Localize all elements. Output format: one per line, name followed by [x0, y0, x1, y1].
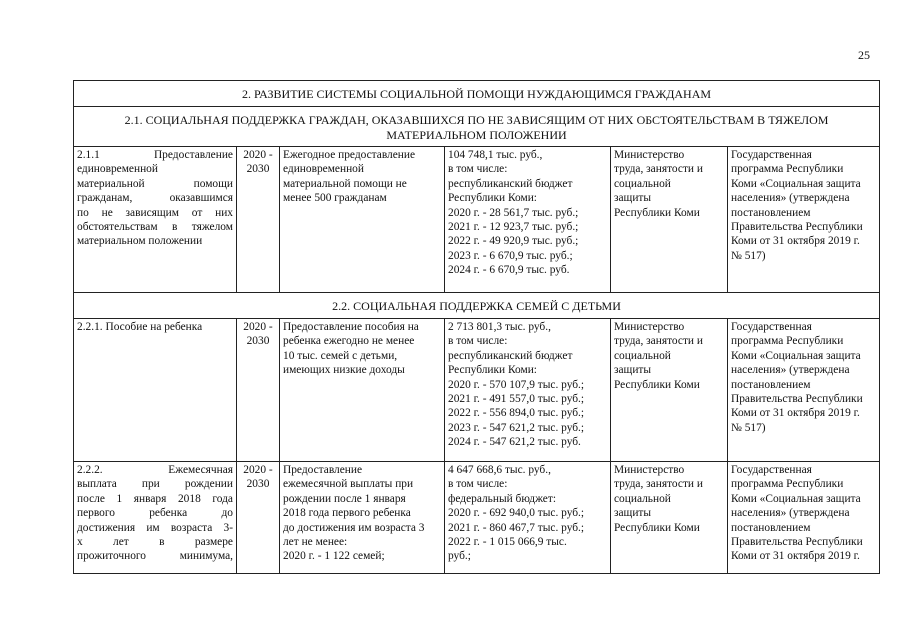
funding-line: республиканский бюджет	[448, 177, 573, 190]
program-line: населения» (утверждена	[731, 192, 850, 205]
result-line: лет не менее:	[283, 536, 348, 549]
section-title: 2. РАЗВИТИЕ СИСТЕМЫ СОЦИАЛЬНОЙ ПОМОЩИ НУЖДАЮЩИМСЯ ГРАЖДАНАМ	[74, 81, 880, 107]
executor-line: социальной	[614, 492, 671, 505]
program-line: Правительства Республики	[731, 221, 863, 234]
program-line: Правительства Республики	[731, 536, 863, 549]
program-measures-table	[73, 80, 880, 574]
measure-name-line: 2.2.1. Пособие на ребенка	[77, 321, 203, 333]
program-line: постановлением	[731, 206, 811, 219]
page-number: 25	[858, 48, 870, 62]
funding-line: 4 647 668,6 тыс. руб.,	[448, 464, 551, 476]
funding-line: 2023 г. - 547 621,2 тыс. руб.;	[448, 421, 585, 434]
program-line: Коми от 31 октября 2019 г.	[731, 407, 860, 420]
funding-line: 2 713 801,3 тыс. руб.,	[448, 321, 551, 333]
funding-line: 2020 г. - 28 561,7 тыс. руб.;	[448, 206, 579, 219]
result-line: имеющих низкие доходы	[283, 364, 405, 377]
measure-name-line: обстоятельствам в тяжелом	[77, 221, 233, 234]
result-line: Предоставление пособия на	[283, 321, 419, 333]
executor-line: Республики Коми	[614, 378, 700, 391]
executor-cell	[611, 147, 728, 293]
funding-line: 2022 г. - 1 015 066,9 тыс.	[448, 536, 567, 549]
funding-line: Республики Коми:	[448, 364, 537, 377]
executor-line: труда, занятости и	[614, 478, 703, 491]
result-line: материальной помощи не	[283, 177, 407, 190]
term-line: 2030	[246, 478, 270, 491]
executor-line: Республики Коми	[614, 206, 700, 219]
executor-cell	[611, 462, 728, 574]
funding-line: в том числе:	[448, 163, 508, 176]
funding-line: руб.;	[448, 550, 471, 563]
result-cell	[280, 462, 445, 574]
program-line: Государственная	[731, 464, 812, 476]
term-line: 2020 -	[243, 464, 273, 476]
program-line: Коми от 31 октября 2019 г.	[731, 235, 860, 248]
term-line: 2030	[246, 163, 270, 176]
measure-name-line: единовременной	[77, 163, 158, 176]
measure-name-line: 2.1.1 Предоставление	[77, 149, 233, 161]
measure-name-cell	[74, 319, 237, 462]
measure-name-line: выплата при рождении	[77, 478, 233, 491]
result-line: рождении после 1 января	[283, 492, 406, 505]
executor-line: Министерство	[614, 321, 685, 333]
table-row	[74, 147, 880, 293]
measure-name-cell	[74, 462, 237, 574]
funding-line: 2023 г. - 6 670,9 тыс. руб.;	[448, 249, 573, 262]
measure-name-line: х лет в размере	[77, 536, 233, 549]
executor-line: труда, занятости и	[614, 163, 703, 176]
funding-line: федеральный бюджет:	[448, 492, 556, 505]
measure-name-line: по не зависящим от них	[77, 206, 233, 219]
term-line: 2020 -	[243, 321, 273, 333]
result-line: 2020 г. - 1 122 семей;	[283, 550, 385, 563]
result-cell	[280, 319, 445, 462]
program-cell	[728, 147, 880, 293]
funding-line: 2020 г. - 692 940,0 тыс. руб.;	[448, 507, 585, 520]
funding-line: 2020 г. - 570 107,9 тыс. руб.;	[448, 378, 585, 391]
funding-line: Республики Коми:	[448, 192, 537, 205]
measure-name-line: после 1 января 2018 года	[77, 492, 233, 505]
funding-cell	[445, 462, 611, 574]
measure-name-line: гражданам, оказавшимся	[77, 192, 233, 205]
funding-line: 2021 г. - 491 557,0 тыс. руб.;	[448, 393, 585, 406]
measure-name-line: 2.2.2. Ежемесячная	[77, 464, 233, 476]
executor-line: труда, занятости и	[614, 335, 703, 348]
program-line: № 517)	[731, 421, 766, 434]
executor-line: защиты	[614, 192, 652, 205]
term-cell	[237, 319, 280, 462]
executor-line: социальной	[614, 349, 671, 362]
program-line: Государственная	[731, 321, 812, 333]
measure-name-line: достижения им возраста 3-	[77, 521, 233, 534]
program-line: постановлением	[731, 521, 811, 534]
term-cell	[237, 462, 280, 574]
table-row	[74, 462, 880, 574]
program-line: населения» (утверждена	[731, 364, 850, 377]
funding-line: 2024 г. - 547 621,2 тыс. руб.	[448, 436, 581, 449]
subsection-row	[74, 293, 880, 319]
program-line: программа Республики	[731, 478, 844, 491]
executor-line: Министерство	[614, 149, 685, 161]
funding-line: 2021 г. - 860 467,7 тыс. руб.;	[448, 521, 585, 534]
program-line: Коми «Социальная защита	[731, 349, 861, 362]
program-line: населения» (утверждена	[731, 507, 850, 520]
subsection-title: 2.1. СОЦИАЛЬНАЯ ПОДДЕРЖКА ГРАЖДАН, ОКАЗАВШИХСЯ ПО НЕ ЗАВИСЯЩИМ ОТ НИХ ОБСТОЯТЕЛЬСТВАМ В ТЯЖЕЛОМ МАТЕРИАЛЬНОМ ПОЛОЖЕНИИ	[74, 107, 880, 147]
program-line: Коми «Социальная защита	[731, 492, 861, 505]
executor-line: защиты	[614, 507, 652, 520]
result-line: ребенка ежегодно не менее	[283, 335, 415, 348]
result-line: Предоставление	[283, 464, 363, 476]
executor-line: защиты	[614, 364, 652, 377]
program-line: Коми от 31 октября 2019 г.	[731, 550, 860, 563]
table-row	[74, 319, 880, 462]
result-line: ежемесячной выплаты при	[283, 478, 414, 491]
funding-line: 2024 г. - 6 670,9 тыс. руб.	[448, 264, 570, 277]
program-line: программа Республики	[731, 163, 844, 176]
subsection-row	[74, 107, 880, 147]
funding-cell	[445, 147, 611, 293]
result-line: до достижения им возраста 3	[283, 521, 425, 534]
program-line: № 517)	[731, 249, 766, 262]
result-cell	[280, 147, 445, 293]
funding-line: республиканский бюджет	[448, 349, 573, 362]
term-line: 2020 -	[243, 149, 273, 161]
term-cell	[237, 147, 280, 293]
program-line: Государственная	[731, 149, 812, 161]
result-line: 10 тыс. семей с детьми,	[283, 349, 398, 362]
executor-line: социальной	[614, 177, 671, 190]
result-line: Ежегодное предоставление	[283, 149, 416, 161]
funding-line: в том числе:	[448, 478, 508, 491]
measure-name-line: материальном положении	[77, 235, 203, 248]
program-cell	[728, 319, 880, 462]
program-line: постановлением	[731, 378, 811, 391]
measure-name-cell	[74, 147, 237, 293]
funding-line: в том числе:	[448, 335, 508, 348]
program-line: Правительства Республики	[731, 393, 863, 406]
term-line: 2030	[246, 335, 270, 348]
program-cell	[728, 462, 880, 574]
executor-line: Республики Коми	[614, 521, 700, 534]
funding-line: 2022 г. - 556 894,0 тыс. руб.;	[448, 407, 585, 420]
executor-line: Министерство	[614, 464, 685, 476]
funding-line: 2021 г. - 12 923,7 тыс. руб.;	[448, 221, 579, 234]
measure-name-line: прожиточного минимума,	[77, 550, 233, 563]
result-line: менее 500 гражданам	[283, 192, 387, 205]
result-line: 2018 года первого ребенка	[283, 507, 411, 520]
result-line: единовременной	[283, 163, 364, 176]
program-line: программа Республики	[731, 335, 844, 348]
funding-line: 2022 г. - 49 920,9 тыс. руб.;	[448, 235, 579, 248]
program-line: Коми «Социальная защита	[731, 177, 861, 190]
section-row	[74, 81, 880, 107]
funding-cell	[445, 319, 611, 462]
measure-name-line: первого ребенка до	[77, 507, 233, 520]
executor-cell	[611, 319, 728, 462]
subsection-title: 2.2. СОЦИАЛЬНАЯ ПОДДЕРЖКА СЕМЕЙ С ДЕТЬМИ	[74, 293, 880, 319]
funding-line: 104 748,1 тыс. руб.,	[448, 149, 543, 161]
measure-name-line: материальной помощи	[77, 177, 233, 190]
